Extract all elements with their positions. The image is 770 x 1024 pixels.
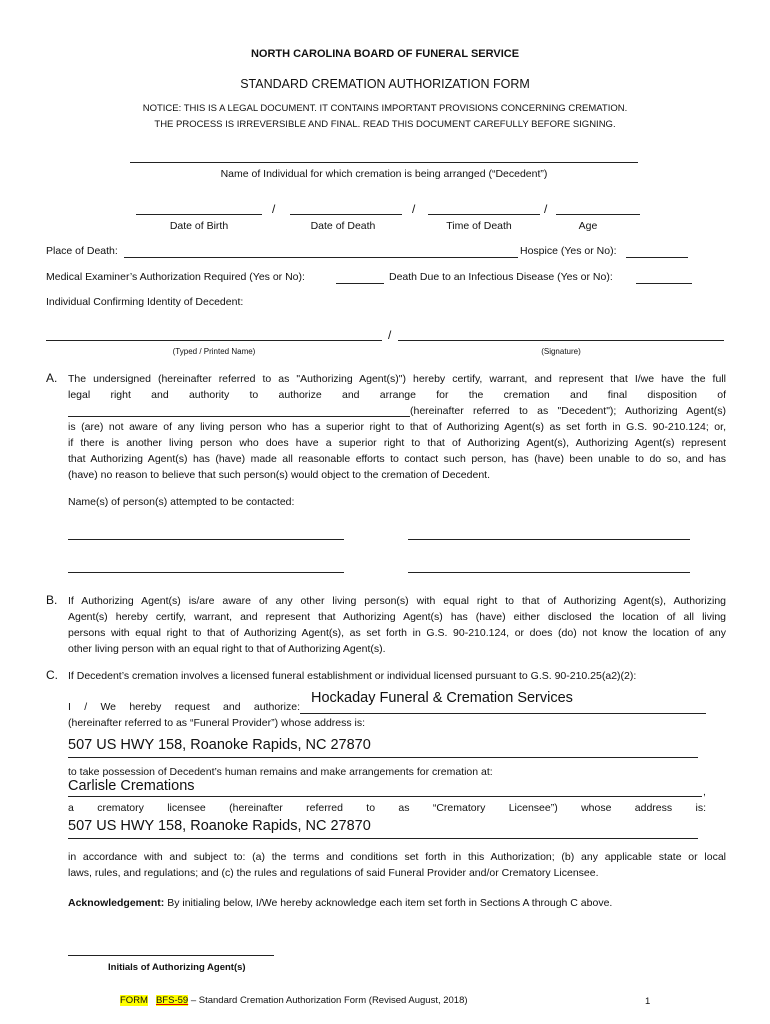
infectious-disease-line[interactable] <box>636 283 692 284</box>
separator: / <box>272 202 276 216</box>
form-footer <box>120 995 468 1006</box>
medical-examiner-line[interactable] <box>336 283 384 284</box>
section-a-line: is (are) not aware of any living person who has a superior right to that of Authorizing Agent(s) as set forth in G.S. 90-210.124; or, <box>68 421 726 433</box>
crematory-name-value[interactable]: Carlisle Cremations <box>68 778 195 794</box>
identity-confirmer-label: Individual Confirming Identity of Decedent: <box>46 296 244 308</box>
notice-line-1: NOTICE: THIS IS A LEGAL DOCUMENT. IT CONTAINS IMPORTANT PROVISIONS CONCERNING CREMATION. <box>142 103 628 114</box>
section-a-line: that Authorizing Agent(s) has (have) made all reasonable efforts to contact such person, has (have) been unable to do so, and has <box>68 453 726 465</box>
crematory-address-value[interactable]: 507 US HWY 158, Roanoke Rapids, NC 27870 <box>68 818 371 834</box>
contact-name-line[interactable] <box>68 572 344 573</box>
comma: , <box>703 786 706 798</box>
section-a-line: The undersigned (hereinafter referred to as "Authorizing Agent(s)") hereby certify, warrant, and represent that I/we have the full <box>68 373 726 385</box>
form-description: – Standard Cremation Authorization Form (Revised August, 2018) <box>190 995 468 1006</box>
signature-line[interactable] <box>398 340 724 341</box>
contact-name-line[interactable] <box>408 539 690 540</box>
acknowledgement-text: By initialing below, I/We hereby acknowledge each item set forth in Sections A through C above. <box>167 897 613 909</box>
section-b-line: persons with equal right to that of Authorizing Agent(s), as set forth in G.S. 90-210.124, or does (do) not know the location of any <box>68 627 726 639</box>
form-label: FORM <box>120 995 148 1006</box>
typed-name-caption: (Typed / Printed Name) <box>172 347 256 356</box>
separator: / <box>412 202 416 216</box>
date-of-death-line[interactable] <box>290 214 402 215</box>
infectious-disease-label: Death Due to an Infectious Disease (Yes or No): <box>389 271 613 283</box>
place-of-death-line[interactable] <box>124 257 518 258</box>
provider-address-value[interactable]: 507 US HWY 158, Roanoke Rapids, NC 27870 <box>68 737 371 753</box>
funeral-provider-line[interactable] <box>300 713 706 714</box>
separator: / <box>388 328 392 342</box>
notice-line-2: THE PROCESS IS IRREVERSIBLE AND FINAL. READ THIS DOCUMENT CAREFULLY BEFORE SIGNING. <box>154 119 616 130</box>
date-of-birth-line[interactable] <box>136 214 262 215</box>
section-b-letter: B. <box>46 593 58 607</box>
section-a-letter: A. <box>46 371 58 385</box>
crematory-reference-text: a crematory licensee (hereinafter referred to as “Crematory Licensee”) whose address is: <box>68 802 706 814</box>
section-a-line: if there is another living person who does have a superior right to that of Authorizing Agent(s), Authorizing Agent(s) represent <box>68 437 726 449</box>
accordance-line: in accordance with and subject to: (a) the terms and conditions set forth in this Authorization; (b) any applicable state or local <box>68 851 726 863</box>
signature-caption: (Signature) <box>541 347 581 356</box>
contact-name-line[interactable] <box>68 539 344 540</box>
typed-name-line[interactable] <box>46 340 382 341</box>
acknowledgement-row <box>68 897 612 909</box>
section-b-line: other living person with an equal right to that of Authorizing Agent(s). <box>68 643 386 655</box>
section-a-line: (hereinafter referred to as "Decedent"); Authorizing Agent(s) <box>410 405 726 417</box>
section-c-intro: If Decedent’s cremation involves a licensed funeral establishment or individual licensed pursuant to G.S. 90-210.25(a2)(2): <box>68 670 637 682</box>
acknowledgement-label: Acknowledgement: <box>68 897 165 909</box>
date-of-death-label: Date of Death <box>310 220 376 232</box>
board-name: NORTH CAROLINA BOARD OF FUNERAL SERVICE <box>250 48 520 60</box>
initials-line[interactable] <box>68 955 274 956</box>
age-line[interactable] <box>556 214 640 215</box>
time-of-death-label: Time of Death <box>446 220 512 232</box>
page-number: 1 <box>645 996 651 1007</box>
time-of-death-line[interactable] <box>428 214 540 215</box>
possession-text: to take possession of Decedent’s human remains and make arrangements for cremation at: <box>68 766 493 778</box>
form-code: BFS-59 <box>155 995 189 1006</box>
decedent-name-blank[interactable] <box>68 416 410 417</box>
funeral-provider-value[interactable]: Hockaday Funeral & Cremation Services <box>311 690 573 706</box>
section-a-line: (have) no reason to believe that such person(s) would object to the cremation of Decedent. <box>68 469 490 481</box>
decedent-name-line[interactable] <box>130 162 638 163</box>
hospice-label: Hospice (Yes or No): <box>520 245 617 257</box>
medical-examiner-label: Medical Examiner’s Authorization Required (Yes or No): <box>46 271 305 283</box>
hospice-line[interactable] <box>626 257 688 258</box>
separator: / <box>544 202 548 216</box>
contact-name-line[interactable] <box>408 572 690 573</box>
crematory-address-line[interactable] <box>68 838 698 839</box>
date-of-birth-label: Date of Birth <box>169 220 229 232</box>
form-title: STANDARD CREMATION AUTHORIZATION FORM <box>240 77 530 91</box>
decedent-name-caption: Name of Individual for which cremation is being arranged (“Decedent”) <box>220 168 548 180</box>
place-of-death-label: Place of Death: <box>46 245 118 257</box>
initials-caption: Initials of Authorizing Agent(s) <box>108 962 246 973</box>
section-a-line: legal right and authority to authorize and arrange for the cremation and final disposition of <box>68 389 726 401</box>
section-c-letter: C. <box>46 668 58 682</box>
section-b-line: Agent(s) hereby certify, warrant, and represent that Authorizing Agent(s) has (have) either disclosed the location of all living <box>68 611 726 623</box>
provider-reference-text: (hereinafter referred to as “Funeral Provider”) whose address is: <box>68 717 366 729</box>
accordance-line: laws, rules, and regulations; and (c) the rules and regulations of said Funeral Provider and/or Crematory Licensee. <box>68 867 599 879</box>
contact-attempt-label: Name(s) of person(s) attempted to be contacted: <box>68 496 295 508</box>
age-label: Age <box>578 220 598 232</box>
request-authorize-label: I / We hereby request and authorize: <box>68 701 300 713</box>
section-b-line: If Authorizing Agent(s) is/are aware of any other living person(s) with equal right to that of Authorizing Agent(s), Authorizing <box>68 595 726 607</box>
provider-address-line[interactable] <box>68 757 698 758</box>
crematory-name-line[interactable] <box>68 796 702 797</box>
